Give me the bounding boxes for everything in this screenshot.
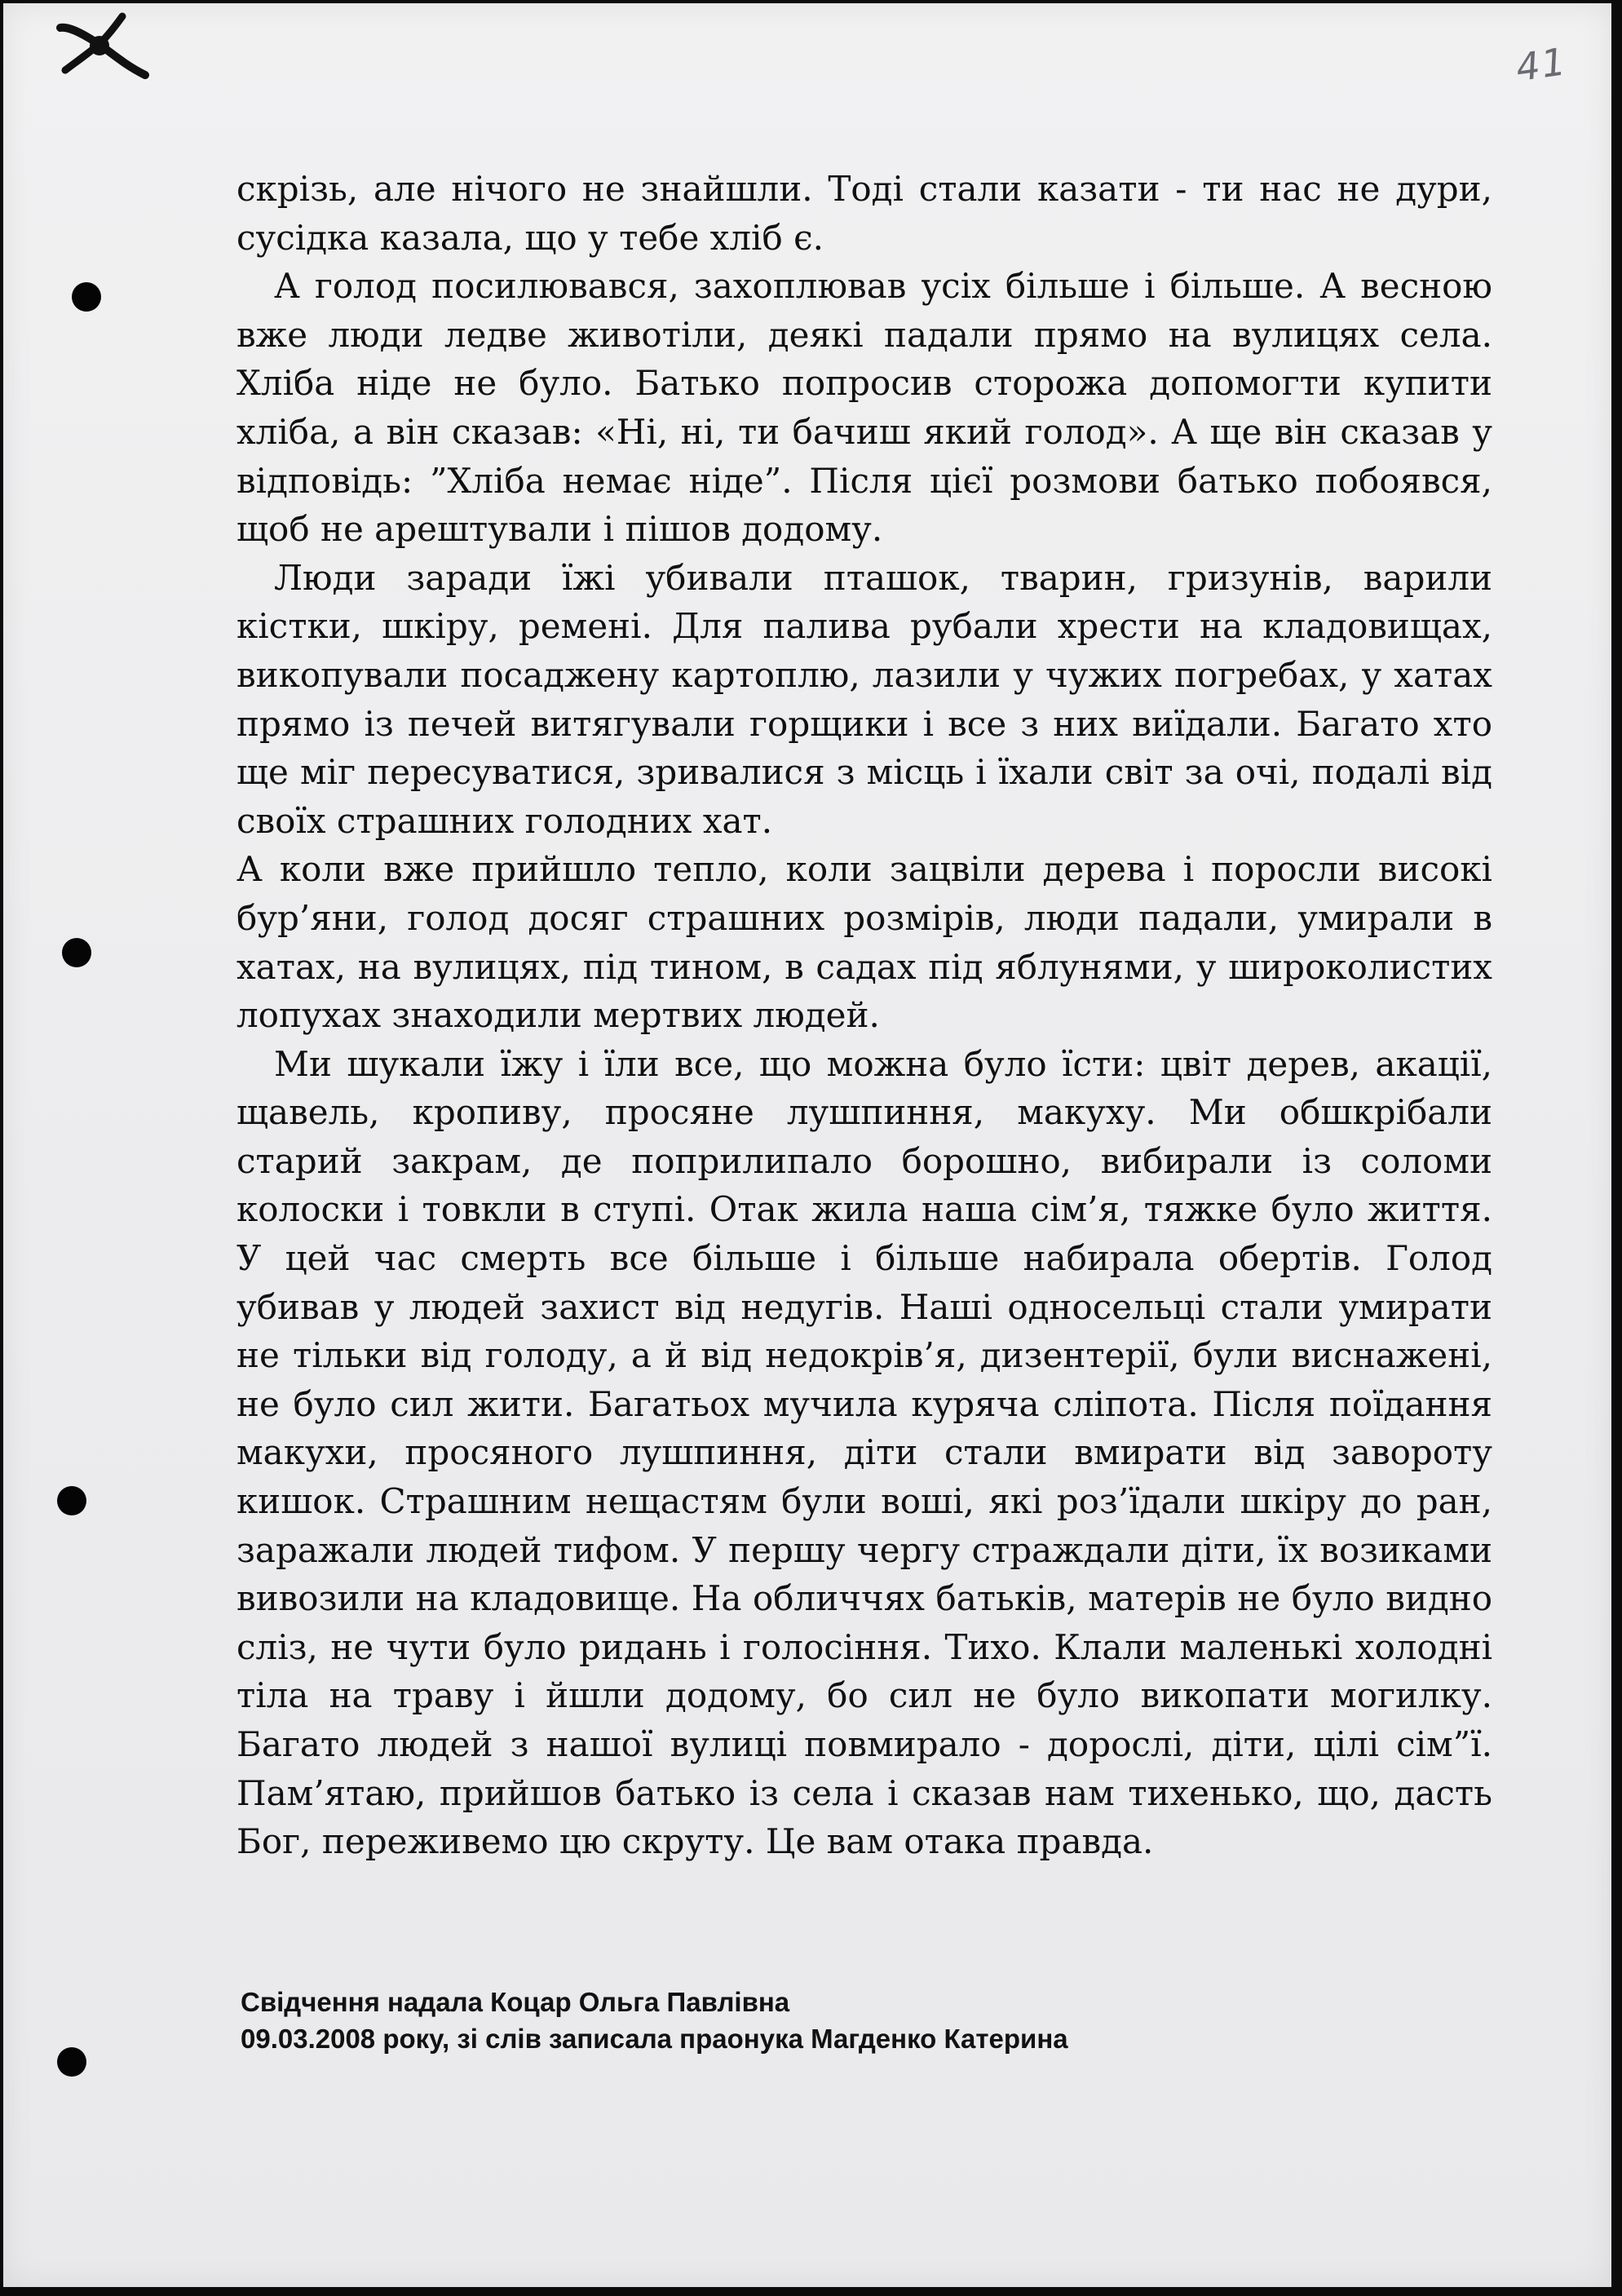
punch-hole: [62, 938, 91, 967]
paragraph: А голод посилювався, захоплював усіх більше і більше. А весною вже люди ледве животіли, деякі падали прямо на вулицях села. Хліба ніде не було. Батько попросив сторожа допомогти купити хліба, а він сказав: «Ні, ні, ти бачиш який голод». А ще він сказав у відповідь: ”Хліба немає ніде”. Після цієї розмови батько побоявся, щоб не арештували і пішов додому.: [236, 266, 1492, 550]
paragraph: Люди заради їжі убивали пташок, тварин, гризунів, варили кістки, шкіру, ремені. Для палива рубали хрести на кладовищах, викопували посаджену картоплю, лазили у чужих погребах, у хатах прямо із печей витягували горщики і все з них виїдали. Багато хто ще міг пересуватися, зривалися з місць і їхали світ за очі, подалі від своїх страшних голодних хат.: [236, 557, 1492, 841]
document-page: [3, 3, 1611, 2287]
paragraph: Ми шукали їжу і їли все, що можна було їсти: цвіт дерев, акації, щавель, кропиву, просяне лушпиння, макуху. Ми обшкрібали старий закрам, де поприлипало борошно, вибирали із соломи колоски і товкли в ступі. Отак жила наша сім’я, тяжке було життя. У цей час смерть все більше і більше набирала обертів. Голод убивав у людей захист від недугів. Наші односельці стали умирати не тільки від голоду, а й від недокрів’я, дизентерії, були виснажені, не було сил жити. Багатьох мучила куряча сліпота. Після поїдання макухи, просяного лушпиння, діти стали вмирати від завороту кишок. Страшним нещастям були воші, які роз’їдали шкіру до ран, заражали людей тифом. У першу чергу страждали діти, їх возиками вивозили на кладовище. На обличчях батьків, матерів не було видно сліз, не чути було ридань і голосіння. Тихо. Клали маленькі холодні тіла на траву і йшли додому, бо сил не було викопати могилку. Багато людей з нашої вулиці повмирало - дорослі, діти, цілі сім”ї. Пам’ятаю, прийшов батько із села і сказав нам тихенько, що, дасть Бог, переживемо цю скруту. Це вам отака правда.: [236, 1043, 1492, 1862]
recorder-line: 09.03.2008 року, зі слів записала праонука Магденко Катерина: [241, 2024, 1068, 2054]
paragraph: скрізь, але нічого не знайшли. Тоді стали казати - ти нас не дури, сусідка казала, що у тебе хліб є.: [236, 169, 1492, 258]
punch-hole: [72, 282, 101, 312]
punch-hole: [57, 1486, 86, 1515]
testimony-text: [236, 165, 1492, 1866]
paragraph: А коли вже прийшло тепло, коли зацвіли дерева і поросли високі бур’яни, голод досяг страшних розмірів, люди падали, умирали в хатах, на вулицях, під тином, в садах під яблунями, у широколистих лопухах знаходили мертвих людей.: [236, 849, 1492, 1036]
page-number: 41: [1513, 38, 1571, 91]
testimony-signature: [241, 1984, 1464, 2057]
ink-cross-mark: [54, 11, 152, 85]
punch-hole: [57, 2047, 86, 2077]
witness-line: Свідчення надала Коцар Ольга Павлівна: [241, 1987, 790, 2017]
